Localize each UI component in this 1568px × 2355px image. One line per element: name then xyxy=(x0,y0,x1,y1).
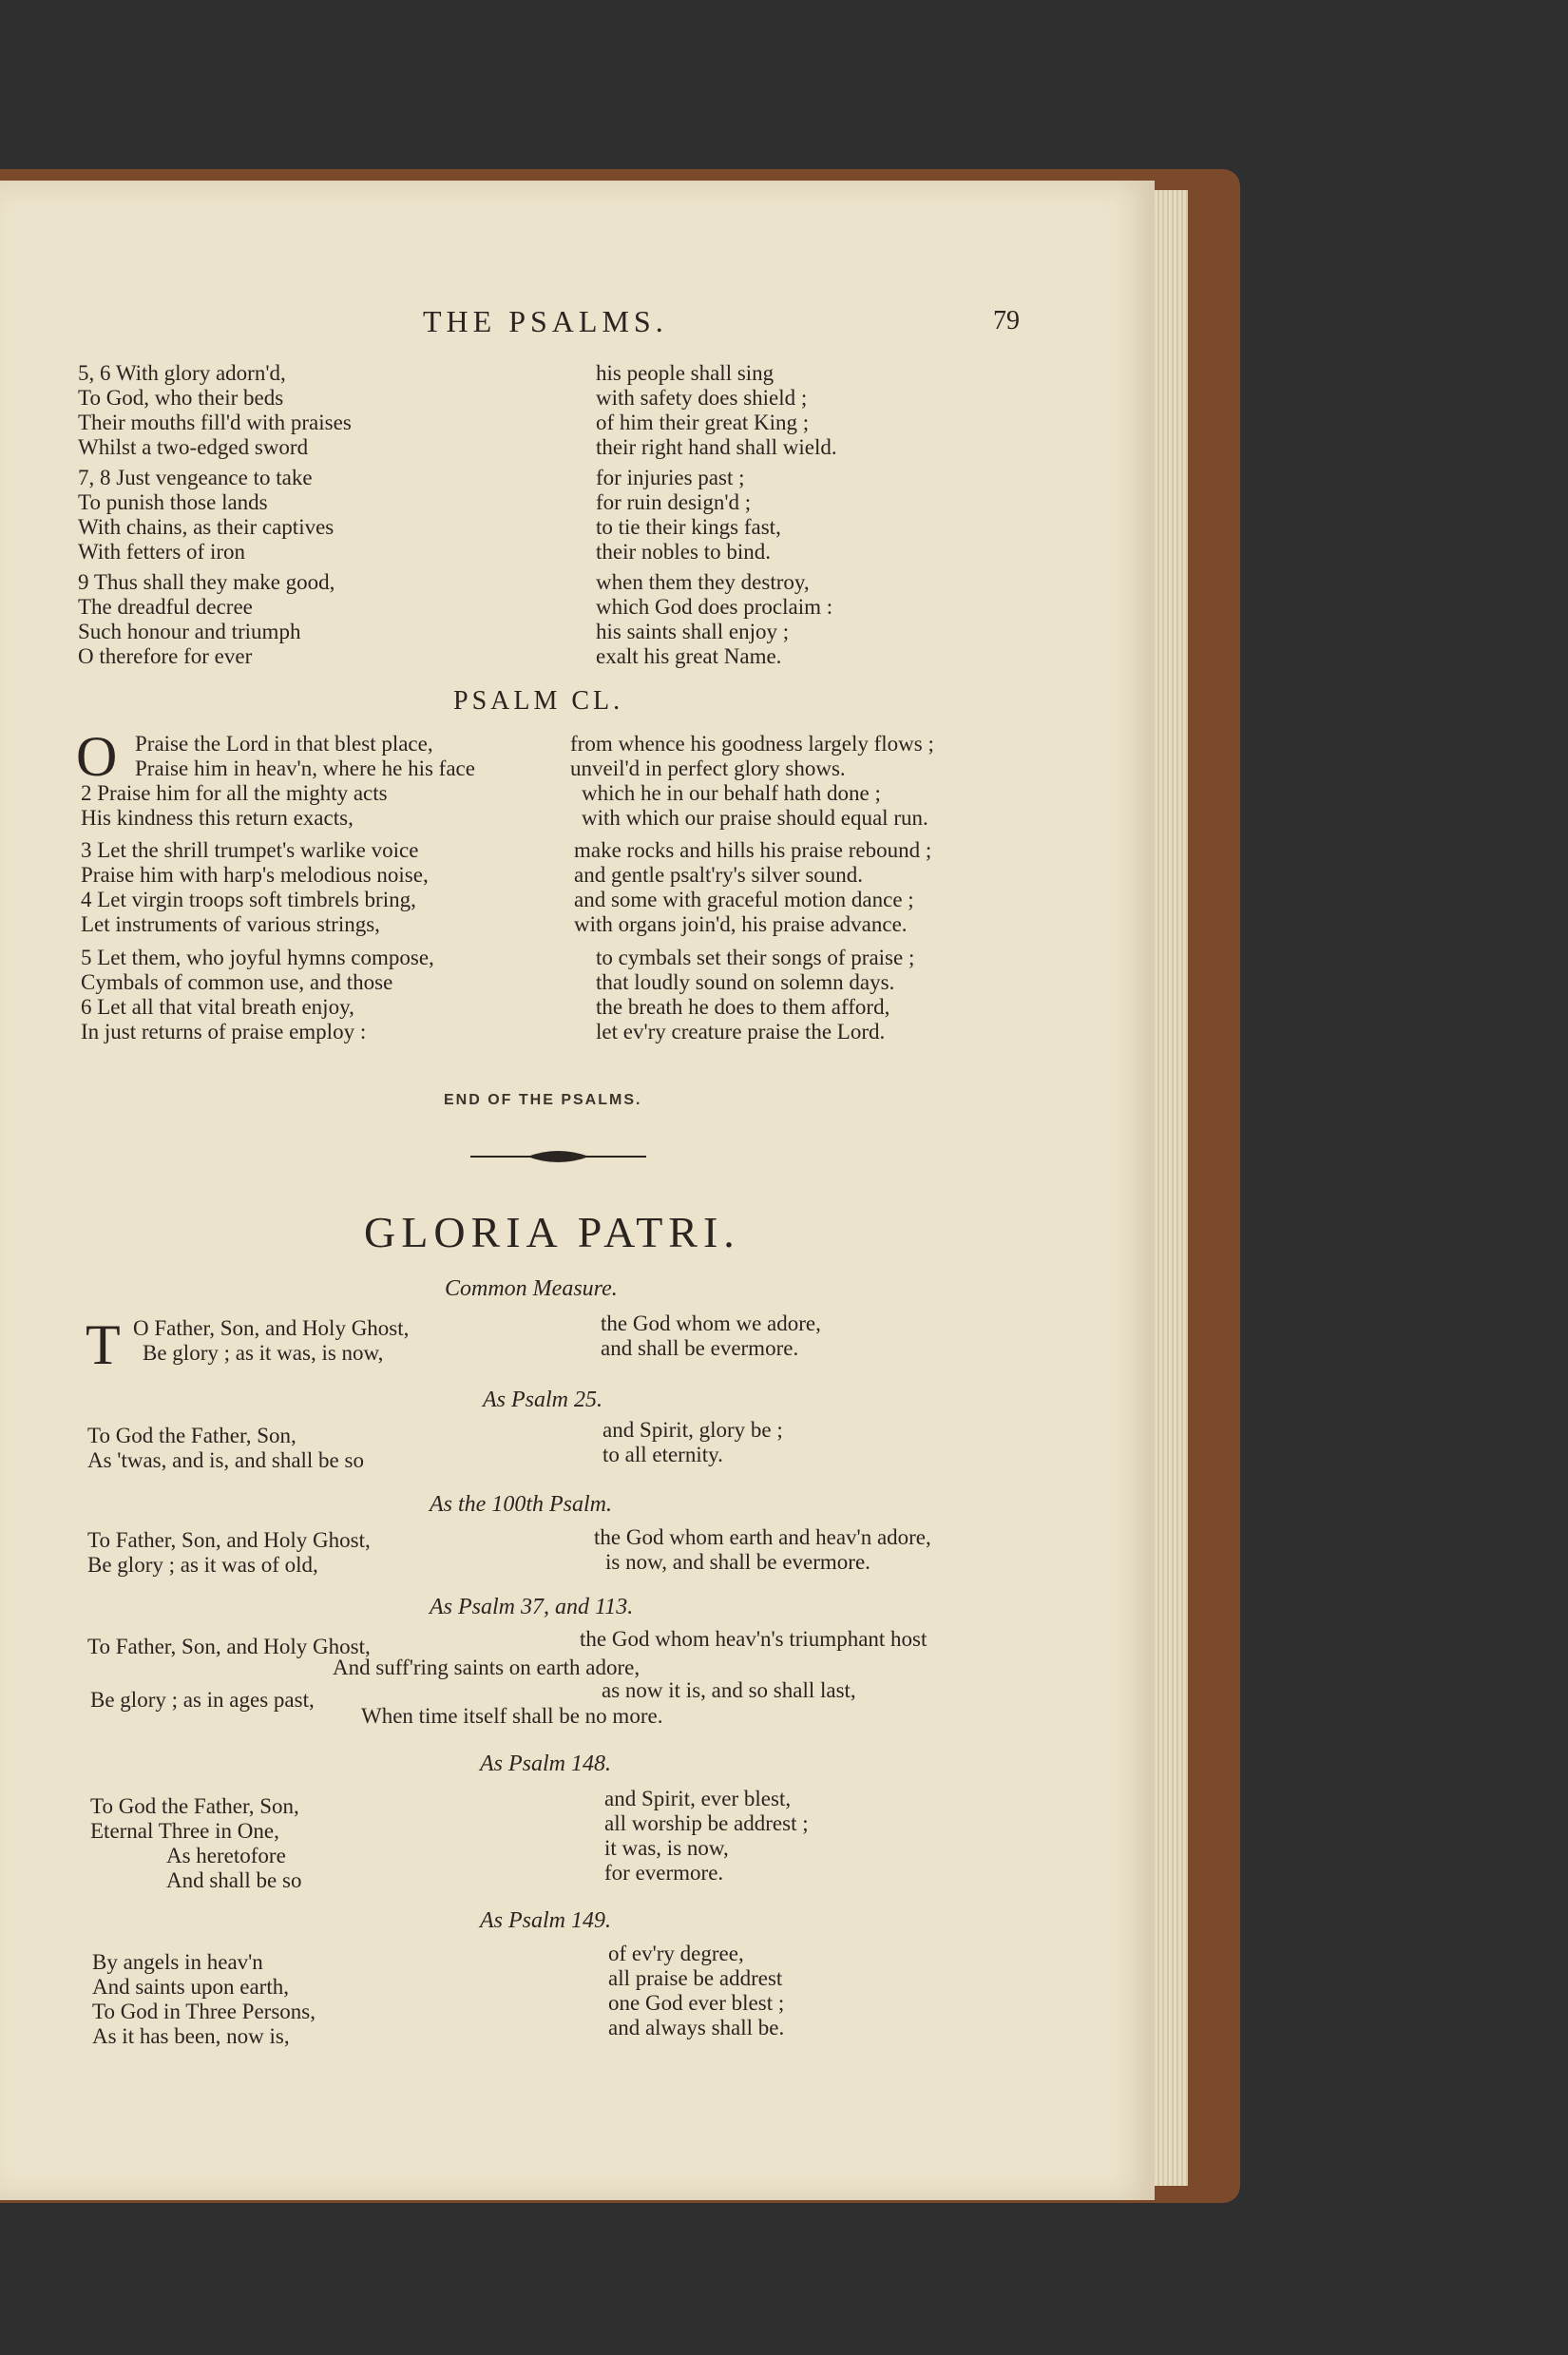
psalm149-left xyxy=(92,1950,316,2049)
psalm37-line1-right: the God whom heav'n's triumphant host xyxy=(580,1627,927,1651)
verse-line: his people shall sing xyxy=(596,361,774,385)
psalm149-heading: As Psalm 149. xyxy=(480,1908,611,1933)
verse-line: which God does proclaim : xyxy=(596,595,833,619)
verse-line: and shall be evermore. xyxy=(601,1336,799,1360)
verse-line: of ev'ry degree, xyxy=(608,1942,744,1965)
verse-line: from whence his goodness largely flows ; xyxy=(570,732,934,756)
verse-line: to all eternity. xyxy=(602,1443,723,1466)
psalm37-line2: And suff'ring saints on earth adore, xyxy=(333,1656,641,1679)
verse-line: one God ever blest ; xyxy=(608,1991,785,2015)
verse-line: To God the Father, Son, xyxy=(87,1424,296,1447)
verse-line: with organs join'd, his praise advance. xyxy=(574,912,908,936)
psalm150-stanza-2-right xyxy=(574,838,931,937)
page-number: 79 xyxy=(993,306,1020,335)
verse-line: Their mouths fill'd with praises xyxy=(78,411,352,434)
verse-line: exalt his great Name. xyxy=(596,644,782,668)
psalm150-stanza-2-left xyxy=(81,838,429,937)
verse-line: unveil'd in perfect glory shows. xyxy=(570,756,846,780)
psalm150-dropcap: O xyxy=(76,725,118,788)
verse-line: By angels in heav'n xyxy=(92,1950,263,1974)
psalm149-stanza-2-right xyxy=(596,466,781,565)
verse-line: all praise be addrest xyxy=(608,1966,783,1990)
psalm149-right xyxy=(608,1942,784,2040)
gloria-dropcap: T xyxy=(86,1313,121,1376)
psalm150-stanza-1-right xyxy=(582,781,928,831)
verse-line: let ev'ry creature praise the Lord. xyxy=(596,1020,886,1043)
verse-line: And saints upon earth, xyxy=(92,1975,289,1999)
verse-line: the God whom earth and heav'n adore, xyxy=(594,1525,931,1549)
verse-line: when them they destroy, xyxy=(596,570,810,594)
verse-line: the God whom we adore, xyxy=(601,1312,821,1335)
verse-line: Cymbals of common use, and those xyxy=(81,970,393,994)
verse-line: Be glory ; as it was, is now, xyxy=(143,1341,384,1365)
psalm100-left xyxy=(87,1528,371,1578)
psalm37-line4: When time itself shall be no more. xyxy=(361,1704,663,1728)
verse-line: 3 Let the shrill trumpet's warlike voice xyxy=(81,838,419,862)
verse-line: is now, and shall be evermore. xyxy=(605,1550,870,1574)
verse-line: and always shall be. xyxy=(608,2016,785,2039)
psalm25-heading: As Psalm 25. xyxy=(483,1388,602,1412)
verse-line: make rocks and hills his praise rebound ; xyxy=(574,838,932,862)
verse-line: To God, who their beds xyxy=(78,386,284,410)
verse-line: Praise him in heav'n, where he his face xyxy=(135,756,475,780)
running-head: THE PSALMS. xyxy=(423,304,668,338)
verse-line: In just returns of praise employ : xyxy=(81,1020,367,1043)
verse-line: that loudly sound on solemn days. xyxy=(596,970,895,994)
ornament-divider xyxy=(470,1145,646,1168)
verse-line: to tie their kings fast, xyxy=(596,515,781,539)
verse-line: 5, 6 With glory adorn'd, xyxy=(78,361,286,385)
psalm148-left xyxy=(90,1794,301,1893)
verse-line: Praise the Lord in that blest place, xyxy=(135,732,433,756)
verse-line: As 'twas, and is, and shall be so xyxy=(87,1448,364,1472)
verse-line: With fetters of iron xyxy=(78,540,245,564)
verse-line: for evermore. xyxy=(604,1861,724,1885)
verse-line: Whilst a two-edged sword xyxy=(78,435,309,459)
psalm100-right xyxy=(594,1525,931,1575)
verse-line: To punish those lands xyxy=(78,490,268,514)
verse-line: to cymbals set their songs of praise ; xyxy=(596,946,915,969)
verse-line: and gentle psalt'ry's silver sound. xyxy=(574,863,864,887)
verse-line: for ruin design'd ; xyxy=(596,490,752,514)
verse-line: and some with graceful motion dance ; xyxy=(574,888,914,911)
verse-line: the breath he does to them afford, xyxy=(596,995,890,1019)
verse-line: with safety does shield ; xyxy=(596,386,808,410)
verse-line: Be glory ; as it was of old, xyxy=(87,1553,318,1577)
verse-line: As it has been, now is, xyxy=(92,2024,290,2048)
verse-line: 7, 8 Just vengeance to take xyxy=(78,466,313,489)
verse-line: To God the Father, Son, xyxy=(90,1794,299,1818)
verse-line: 9 Thus shall they make good, xyxy=(78,570,335,594)
verse-line: 2 Praise him for all the mighty acts xyxy=(81,781,388,805)
psalm149-stanza-1-left xyxy=(78,361,352,460)
psalm37-heading: As Psalm 37, and 113. xyxy=(430,1595,634,1619)
psalm148-heading: As Psalm 148. xyxy=(480,1752,611,1776)
psalm37-line1-left: To Father, Son, and Holy Ghost, xyxy=(87,1635,371,1658)
verse-line: Praise him with harp's melodious noise, xyxy=(81,863,429,887)
verse-line: And shall be so xyxy=(166,1868,302,1892)
verse-line: with which our praise should equal run. xyxy=(582,806,928,830)
psalm37-line3-left: Be glory ; as in ages past, xyxy=(90,1688,315,1712)
psalm25-left xyxy=(87,1424,364,1473)
verse-line: their nobles to bind. xyxy=(596,540,771,564)
psalm148-right xyxy=(604,1787,809,1886)
verse-line: and Spirit, glory be ; xyxy=(602,1418,783,1442)
psalm-150-heading: PSALM CL. xyxy=(453,686,624,716)
verse-line: it was, is now, xyxy=(604,1836,729,1860)
psalm149-stanza-1-right xyxy=(596,361,837,460)
verse-line: and Spirit, ever blest, xyxy=(604,1787,792,1810)
verse-line: 5 Let them, who joyful hymns compose, xyxy=(81,946,434,969)
verse-line: his saints shall enjoy ; xyxy=(596,620,790,643)
common-measure-right xyxy=(601,1312,821,1361)
verse-line: The dreadful decree xyxy=(78,595,253,619)
verse-line: their right hand shall wield. xyxy=(596,435,837,459)
verse-line: 4 Let virgin troops soft timbrels bring, xyxy=(81,888,416,911)
psalm25-right xyxy=(602,1418,783,1467)
end-of-psalms: END OF THE PSALMS. xyxy=(444,1092,642,1108)
psalm150-stanza-3-right xyxy=(596,946,914,1044)
psalm37-line3-right: as now it is, and so shall last, xyxy=(602,1678,856,1702)
verse-line: With chains, as their captives xyxy=(78,515,335,539)
verse-line: 6 Let all that vital breath enjoy, xyxy=(81,995,354,1019)
psalm150-first-right xyxy=(570,732,934,781)
verse-line: Let instruments of various strings, xyxy=(81,912,380,936)
psalm150-stanza-3-left xyxy=(81,946,434,1044)
verse-line: of him their great King ; xyxy=(596,411,810,434)
verse-line: To God in Three Persons, xyxy=(92,2000,316,2023)
verse-line: As heretofore xyxy=(166,1844,286,1867)
psalm150-first-left xyxy=(135,732,475,781)
verse-line: Such honour and triumph xyxy=(78,620,301,643)
verse-line: for injuries past ; xyxy=(596,466,745,489)
psalm100-heading: As the 100th Psalm. xyxy=(430,1492,612,1517)
verse-line: O Father, Son, and Holy Ghost, xyxy=(133,1316,410,1340)
psalm150-stanza-1-left xyxy=(81,781,388,831)
common-measure-left xyxy=(133,1316,409,1366)
verse-line: all worship be addrest ; xyxy=(604,1811,809,1835)
verse-line: To Father, Son, and Holy Ghost, xyxy=(87,1528,371,1552)
psalm149-stanza-3-left xyxy=(78,570,335,669)
verse-line: Eternal Three in One, xyxy=(90,1819,279,1843)
verse-line: O therefore for ever xyxy=(78,644,253,668)
psalm149-stanza-3-right xyxy=(596,570,832,669)
psalm149-stanza-2-left xyxy=(78,466,334,565)
verse-line: His kindness this return exacts, xyxy=(81,806,354,830)
verse-line: which he in our behalf hath done ; xyxy=(582,781,881,805)
gloria-title: GLORIA PATRI. xyxy=(364,1208,740,1256)
common-measure-heading: Common Measure. xyxy=(445,1276,618,1301)
